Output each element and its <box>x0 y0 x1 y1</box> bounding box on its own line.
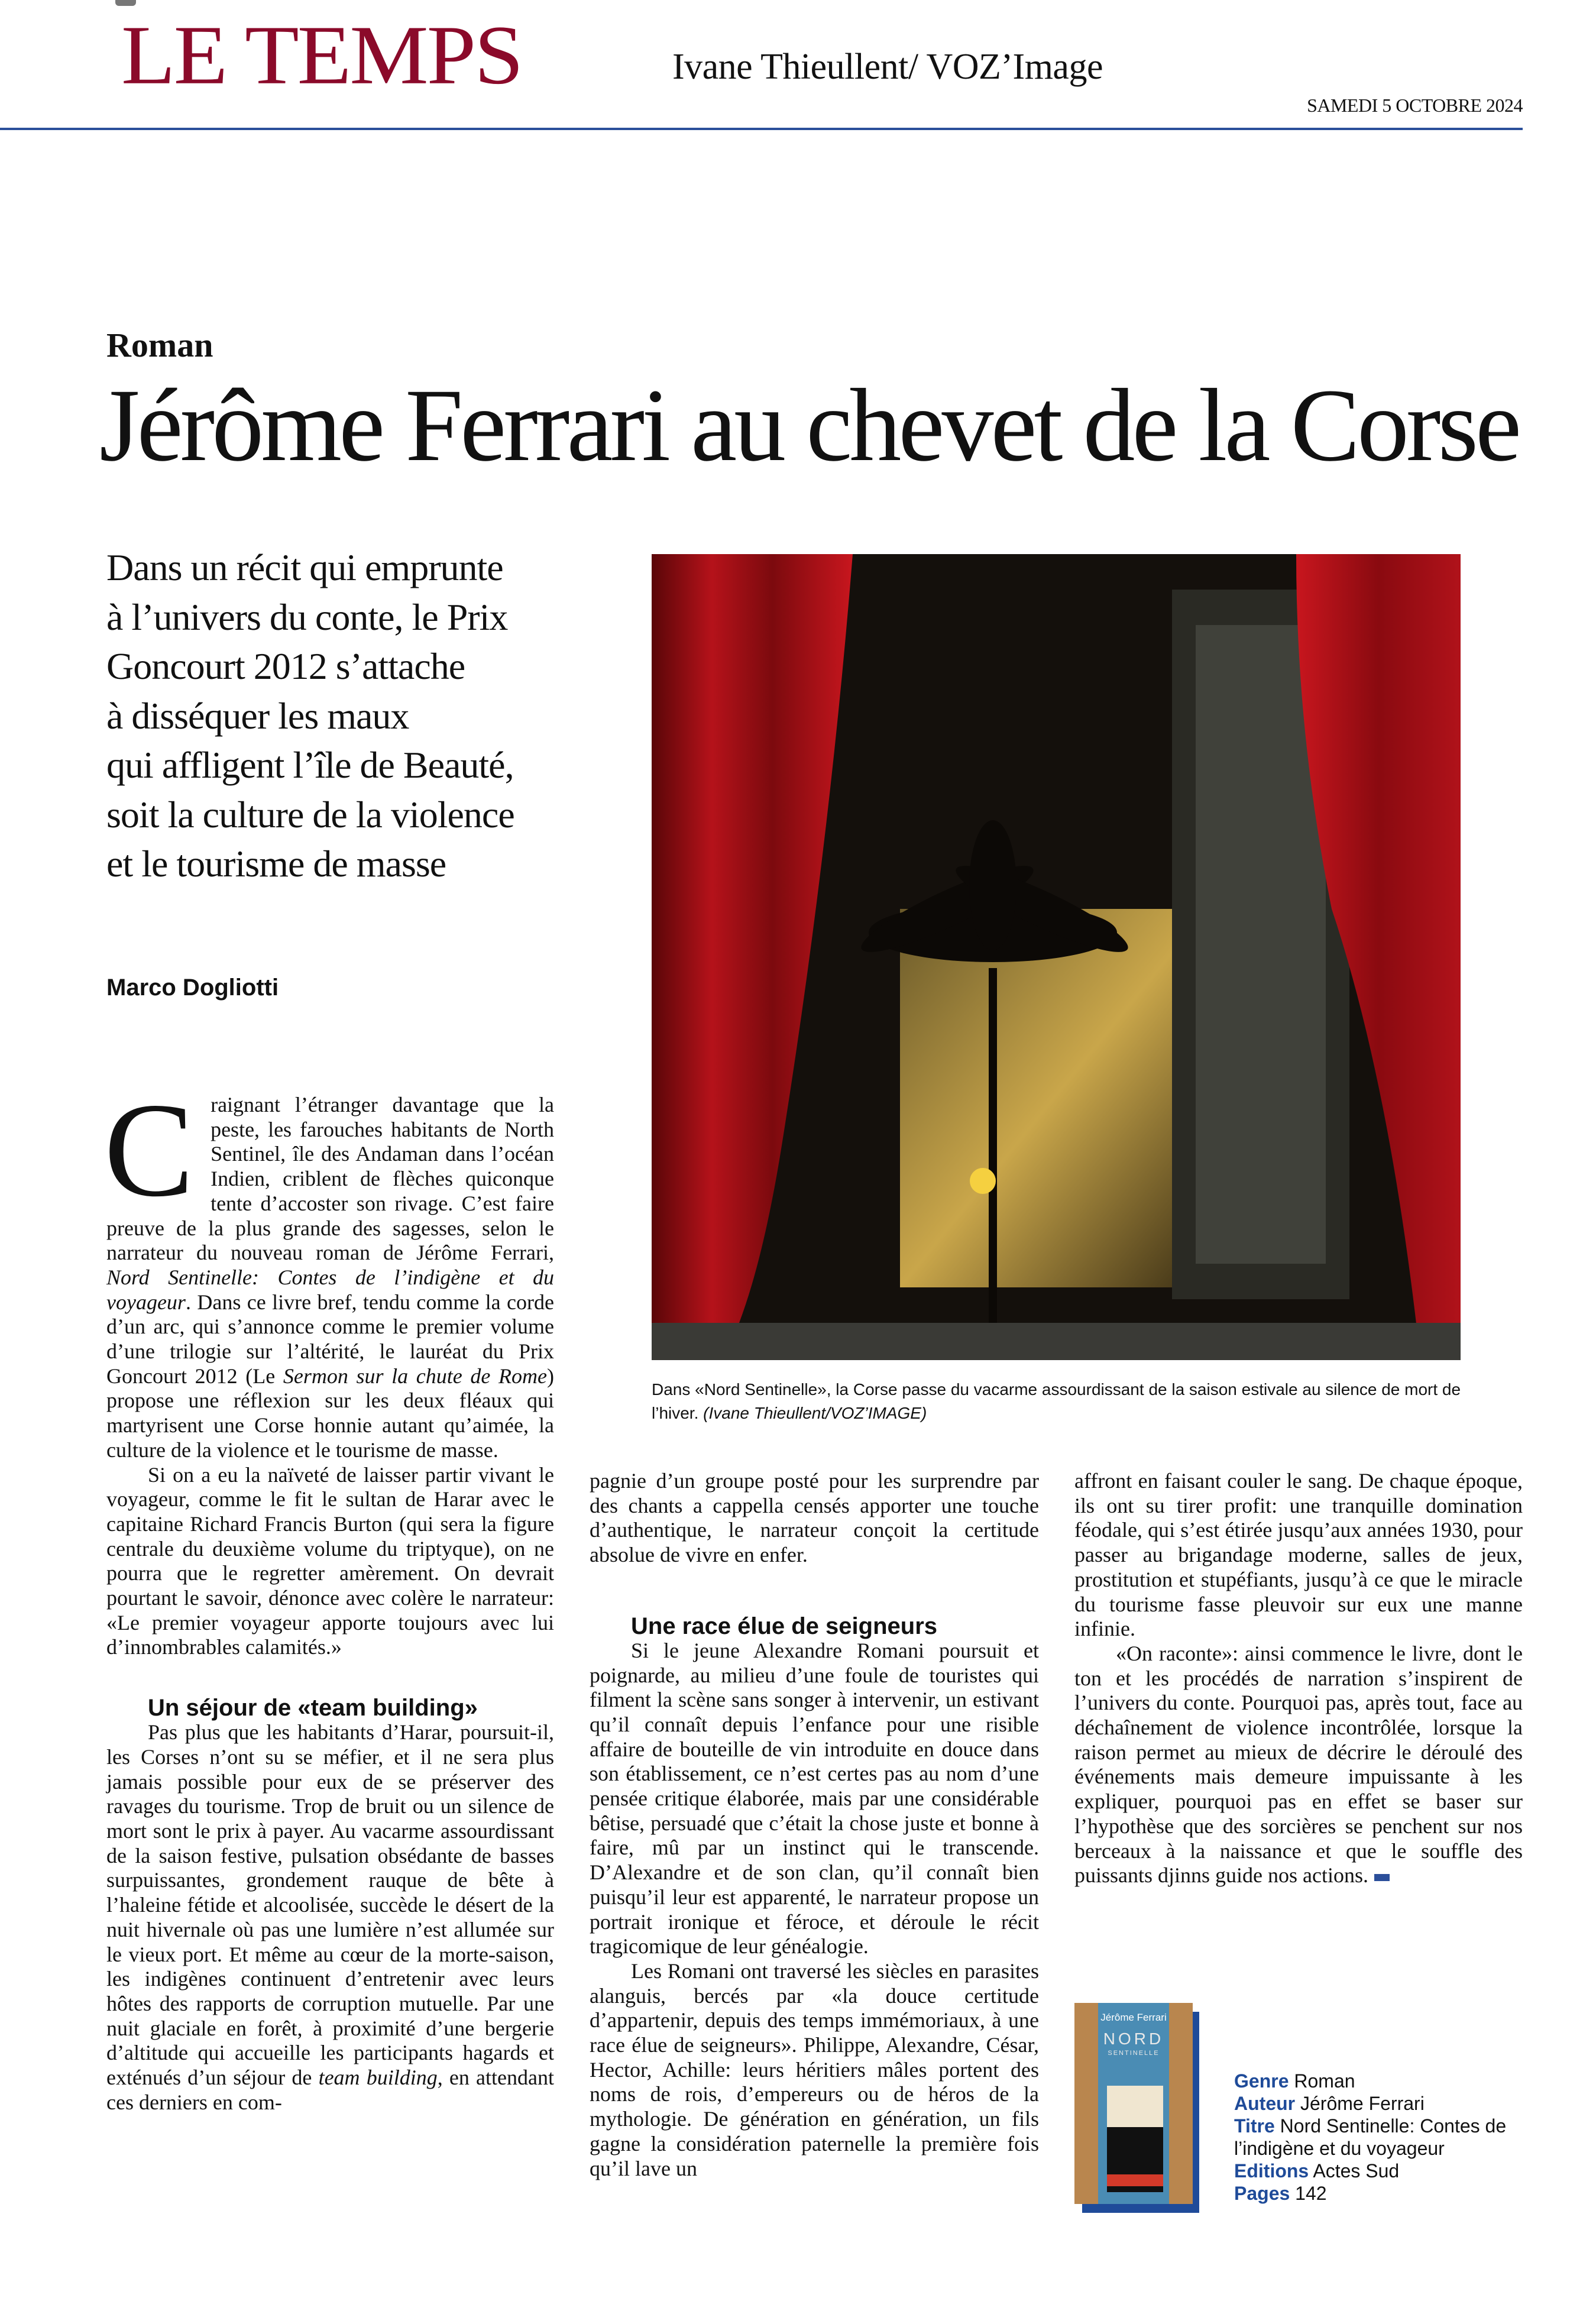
article-paragraph: Si le jeune Alexandre Romani poursuit et poignarde, au milieu d’une foule de touristes qui filment la scène sans songer à intervenir, un estivant qu’il connaît depuis l’enfance pour une risible affaire de bouteille de vin introduite en douce dans son établissement, ce n’est certes pas au nom d’une pensée critique élaborée, mais par une considérable bêtise, persuadé que c’était la chose juste et bonne à faire, mû par un instinct qui le transcende. D’Alexandre et de son clan, qu’il connaît bien puisqu’il leur est apparenté, le narrateur propose un portrait ironique et féroce, et déroule le récit tragicomique de leur généalogie. <box>590 1638 1039 1959</box>
fact-label: Editions <box>1234 2160 1309 2182</box>
standfirst-line: à l’univers du conte, le Prix <box>106 595 508 638</box>
standfirst <box>106 543 568 889</box>
fact-label: Genre <box>1234 2070 1289 2092</box>
article-paragraph: Si on a eu la naïveté de laisser partir vivant le voyageur, comme le fit le sultan de Harar avec le capitaine Richard Francis Burton (qui sera la figure centrale du deuxième volume du triptyque), on ne pourra que le regretter amèrement. On devrait pourtant le savoir, dénonce avec colère le narrateur: «Le premier voyageur apporte toujours avec lui d’innombrables calamités.» <box>106 1462 554 1659</box>
newspaper-logo: LE TEMPS <box>121 8 522 102</box>
text-run: ) propose une réflexion sur les deux fléaux qui martyrisent une Corse honnie autant qu’aimée, la culture de la violence et le tourisme de masse. <box>106 1364 554 1462</box>
fact-value: Jérôme Ferrari <box>1300 2093 1425 2114</box>
fact-label: Pages <box>1234 2183 1290 2204</box>
text-run: raignant l’étranger davantage que la peste, les farouches habitants de North Sentinel, île des Andaman dans l’océan Indien, criblent de flèches quiconque tente d’accoster son rivage. C’est faire preuve de la plus grande des sagesses, selon le narrateur du nouveau roman de Jérôme Ferrari, <box>106 1093 554 1265</box>
author-byline: Marco Dogliotti <box>106 975 279 1001</box>
text-run: , en attendant ces derniers en com- <box>106 2066 554 2114</box>
text-run: «On raconte»: ainsi commence le livre, dont le ton et les procédés de narration s’inspirent de l’univers du conte. Pourquoi pas, après tout, face au déchaînement de violence incontrôlée, lorsque la raison permet au mieux de décrire le déroulé des événements mais demeure impuissante à les expliquer, pourquoi pas en effet se baser sur l’hypothèse que des sorcières se penchent sur nos berceaux à la naissance et que le souffle des puissants djinns guide nos actions. <box>1074 1641 1523 1888</box>
standfirst-line: Goncourt 2012 s’attache <box>106 645 465 687</box>
header-divider <box>0 128 1523 130</box>
article-paragraph <box>104 1076 554 1463</box>
text-run: . Dans ce livre bref, tendu comme la corde d’un arc, qui s’annonce comme le premier volume d’une trilogie sur l’altérité, le lauréat du Prix Goncourt 2012 (Le <box>106 1290 554 1388</box>
fact-author <box>1234 2092 1530 2115</box>
fact-value: 142 <box>1295 2183 1327 2204</box>
cover-author: Jérôme Ferrari <box>1100 2012 1167 2023</box>
fact-label: Auteur <box>1234 2093 1296 2114</box>
subheading: Un séjour de «team building» <box>148 1695 478 1721</box>
cover-title: NORD <box>1103 2030 1164 2048</box>
fact-title <box>1234 2115 1530 2160</box>
standfirst-line: et le tourisme de masse <box>106 843 446 885</box>
article-paragraph <box>1074 1642 1523 1888</box>
photo-caption <box>652 1378 1468 1425</box>
book-title-italic: Nord Sentinelle: Contes de l’indigène et du voyageur <box>106 1265 554 1314</box>
end-of-article-mark <box>1374 1874 1390 1881</box>
drop-cap: C <box>104 1076 195 1225</box>
fact-publisher <box>1234 2160 1530 2182</box>
photo-credit: Ivane Thieullent/ VOZ’Image <box>672 47 1103 87</box>
fact-value: Nord Sentinelle: Contes de l’indigène et du voyageur <box>1234 2115 1507 2159</box>
italic-term: team building <box>318 2066 438 2090</box>
standfirst-line: soit la culture de la violence <box>106 793 514 836</box>
fact-pages <box>1234 2182 1530 2205</box>
fact-value: Roman <box>1294 2070 1355 2092</box>
text-run: Pas plus que les habitants d’Harar, poursuit-il, les Corses n’ont su se méfier, et il ne sera plus jamais possible pour eux de se préserver des ravages du tourisme. Trop de bruit ou un silence de mort sont le prix à payer. Au vacarme assourdissant de la saison festive, pulsation obsédante de basses surpuissantes, grondement rauque de bête à l’haleine fétide et alcoolisée, succède le désert de la nuit hivernale où pas une lumière n’est allumée sur le vieux port. Et même au cœur de la morte-saison, les indigènes continuent d’entretenir avec leurs hôtes des rapports de corruption mutuelle. Par une nuit glaciale en forêt, à proximité d’une bergerie d’altitude qui accueille les participants hagards et exténués d’un séjour de <box>106 1720 554 2090</box>
cover-subtitle: SENTINELLE <box>1108 2050 1160 2057</box>
standfirst-line: qui affligent l’île de Beauté, <box>106 744 514 786</box>
fact-label: Titre <box>1234 2115 1275 2137</box>
fact-value: Actes Sud <box>1313 2160 1400 2182</box>
caption-text: Dans «Nord Sentinelle», la Corse passe du vacarme assourdissant de la saison estivale au silence de mort de l’hiver. <box>652 1380 1461 1422</box>
article-column-2 <box>590 1469 1039 2181</box>
article-paragraph: pagnie d’un groupe posté pour les surprendre par des chants a cappella censés apporter une touche d’authentique, le narrateur conçoit la certitude absolue de vivre en enfer. <box>590 1469 1039 1567</box>
book-title-italic: Sermon sur la chute de Rome <box>283 1364 547 1388</box>
article-photo <box>652 554 1461 1360</box>
caption-credit: (Ivane Thieullent/VOZ’IMAGE) <box>703 1404 927 1422</box>
fact-genre <box>1234 2070 1530 2092</box>
headline: Jérôme Ferrari au chevet de la Corse <box>99 368 1519 483</box>
page-tab-mark <box>115 0 136 6</box>
article-paragraph: affront en faisant couler le sang. De chaque époque, ils ont su tirer profit: une tranquille domination féodale, qui s’est étirée jusqu’aux années 1930, pour passer au brigandage moderne, salles de jeux, prostitution et stupéfiants, jusqu’à ce que le miracle du tourisme fasse pleuvoir sur eux une manne infinie. <box>1074 1469 1523 1641</box>
subheading: Une race élue de seigneurs <box>631 1613 938 1639</box>
issue-date: SAMEDI 5 OCTOBRE 2024 <box>1307 95 1523 116</box>
photo-window-curtains <box>652 554 1461 1360</box>
book-cover <box>1074 2003 1193 2204</box>
standfirst-line: à disséquer les maux <box>106 694 409 737</box>
rubric: Roman <box>106 326 213 364</box>
article-paragraph <box>106 1720 554 2115</box>
book-cover-illustration <box>1074 2003 1193 2204</box>
article-column-1 <box>104 1076 554 2115</box>
standfirst-line: Dans un récit qui emprunte <box>106 546 503 588</box>
article-paragraph: Les Romani ont traversé les siècles en parasites alanguis, bercés par «la douce certitude d’appartenir, depuis des temps immémoriaux, à une race élue de seigneurs». Philippe, Alexandre, César, Hector, Achille: leurs héritiers mâles portent des noms de rois, d’empereurs ou de héros de la mythologie. De génération en génération, un fils gagne la considération paternelle la première fois qu’il lave un <box>590 1959 1039 2180</box>
book-factbox <box>1234 2070 1530 2205</box>
article-column-3 <box>1074 1469 1523 1888</box>
